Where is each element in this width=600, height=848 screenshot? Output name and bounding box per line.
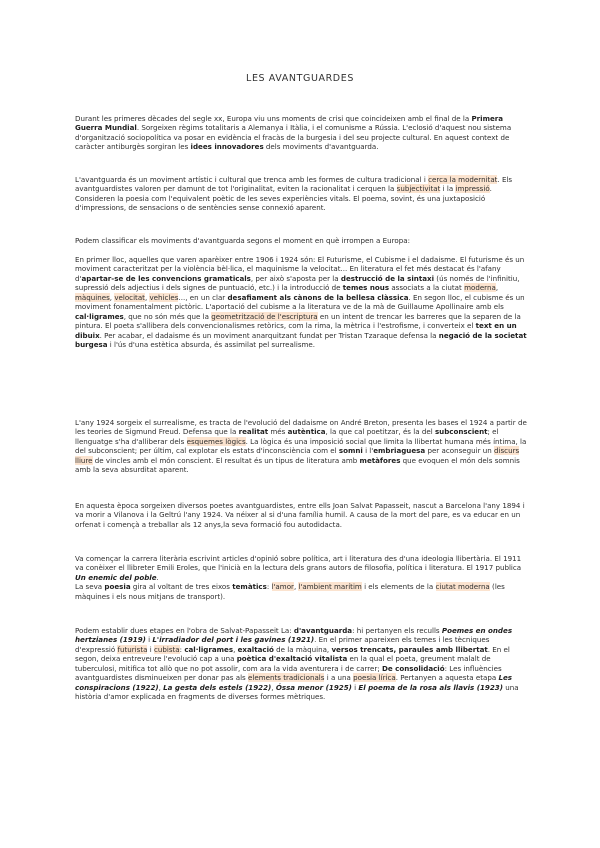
text-run: , — [293, 582, 299, 592]
highlighted-term: geometrització de l'escriptura — [211, 311, 318, 321]
text-run: En primer lloc, aquelles que varen aparèixer entre 1906 i 1924 són: El Futurisme, el Cubisme i el dadaisme. El futurisme és un moviment caracteritzat per la violència bèl·lica, el maquinisme la velocitat... En literatura el fet més destacat és l'afany d' — [75, 255, 525, 283]
work-title: Poemes en ondes hertzianes (1919) — [75, 626, 513, 645]
bold-term: apartar-se de les convencions gramaticals — [81, 273, 251, 283]
text-run: : Les influències avantguardistes disminueixen per donar pas als — [75, 663, 502, 683]
highlighted-term: ciutat moderna — [435, 582, 490, 592]
text-run: , — [495, 283, 499, 293]
text-run: : hi pertanyen els reculls — [352, 626, 442, 635]
bold-term: temàtics — [232, 582, 267, 592]
text-run: una història d'amor explicada en fragments de diverses formes mètriques. — [75, 682, 519, 702]
text-run: més — [268, 427, 288, 437]
text-run: i l' — [362, 446, 374, 456]
bold-term: text en un dibuix — [75, 321, 517, 340]
text-run: que evoquen el món dels somnis amb la seva absurditat aparent. — [75, 455, 520, 475]
work-title: El poema de la rosa als llavis (1923) — [358, 682, 503, 692]
text-run: i l'ús d'una estètica absurda, és assimilat pel surrealisme. — [107, 340, 316, 350]
highlighted-term: impressió — [455, 184, 490, 194]
text-run: ..., en un clar — [178, 292, 228, 302]
text-run: . En el segon, deixa entreveure l'evolució cap a una — [75, 644, 510, 664]
paragraph-classification — [75, 236, 530, 245]
bold-term: cal·ligrames — [75, 311, 124, 321]
text-run: en un intent de trencar les barreres que la separen de la pintura. El poeta s'allibera dels convencionalismes retòrics, com la rima, la mètrica i l'estrofisme, i converteix el — [75, 311, 521, 331]
bold-term: De consolidació — [381, 663, 445, 673]
paragraph-surrealism — [75, 418, 530, 475]
text-run: . La seva — [75, 572, 159, 592]
bold-term: cal·ligrames — [184, 644, 234, 654]
bold-term: metàfores — [359, 455, 401, 465]
text-run: . En el primer apareixen els temes i les tècniques d'expressió — [75, 635, 490, 654]
highlighted-term: discurs lliure — [75, 446, 520, 465]
highlighted-term: l'amor — [271, 582, 294, 592]
work-title: L'irradiador del port i les gavines (1921) — [152, 635, 315, 645]
bold-term: subconscient — [434, 427, 488, 437]
paragraph-career — [75, 554, 530, 601]
text-run: . La lògica és una imposició social que limita la llibertat humana més íntima, la del subconscient; per últim, cal explotar els estats d'inconsciència com el — [75, 436, 527, 456]
text-run: L'any 1924 sorgeix el surrealisme, es tracta de l'evolució del dadaisme on André Breton, presenta les bases el 1924 a partir de les teories de Sigmund Freud. Defensa que la — [75, 418, 527, 437]
work-title: Óssa menor (1925) — [275, 682, 352, 692]
text-run: Va començar la carrera literària escrivint articles d'opinió sobre política, art i literatura des d'una ideologia llibertària. El 1911 va conèixer el llibreter Emili Eroles, que l'inicià en la lectura dels grans autors de filosofia, política i literatura. El 1917 publica — [75, 554, 522, 573]
text-run: L'avantguarda és un moviment artístic i cultural que trenca amb les formes de cultura tradicional i — [75, 175, 429, 184]
highlighted-term: poesia lírica — [353, 673, 396, 683]
bold-term: poesia — [104, 582, 131, 592]
text-run: En aquesta època sorgeixen diversos poetes avantguardistes, entre ells Joan Salvat Papasseit, nascut a Barcelona l'any 1894 i va morir a Vilanova i la Geltrú l'any 1924. Va néixer al si d'una família humil. A causa de la mort del pare, es va educar en un orfenat i començà a treballar als 12 anys,la seva formació fou autodidacta. — [75, 501, 525, 529]
text-run: . Els avantguardistes valoren per damunt de tot l'originalitat, eviten la racionalitat i cerquen la — [75, 175, 513, 194]
bold-term: Primera Guerra Mundial — [75, 114, 504, 133]
text-run: , per això s'aposta per la — [250, 273, 341, 283]
bold-term: negació de la societat burgesa — [75, 330, 527, 350]
highlighted-term: vehicles — [149, 292, 179, 302]
paragraph-definition — [75, 175, 530, 213]
text-run: . Per acabar, el dadaisme és un moviment anarquitzant fundat per Tristan Tzaraque defensa la — [99, 330, 439, 340]
text-run: : — [266, 582, 272, 592]
bold-term: exaltació — [237, 644, 274, 654]
work-title: Les conspiracions (1922) — [75, 673, 513, 692]
highlighted-term: cerca la modernitat — [428, 175, 498, 184]
text-run: , — [109, 292, 115, 302]
text-run: i — [147, 644, 154, 654]
text-run: (ús només de l'infinitiu, supressió dels adjectius i dels signes de puntuació, etc.) i la introducció de — [75, 273, 520, 293]
text-run: dels moviments d'avantguarda. — [263, 142, 379, 152]
text-run: , la que cal poetitzar, és la del — [325, 427, 435, 437]
page-title: LES AVANTGUARDES — [246, 73, 354, 84]
text-run: , — [144, 292, 150, 302]
text-run: i la — [440, 184, 456, 194]
text-run: , — [158, 682, 164, 692]
paragraph-salvat-papasseit — [75, 501, 530, 529]
work-title: Un enemic del poble — [75, 572, 157, 582]
highlighted-term: futurista — [117, 644, 148, 654]
work-title: La gesta dels estels (1922) — [163, 682, 272, 692]
text-run: i — [145, 635, 153, 645]
highlighted-term: esquemes lògics — [186, 436, 246, 446]
text-run: : — [179, 644, 185, 654]
text-run: gira al voltant de tres eixos — [130, 582, 233, 592]
text-run: i els elements de la — [361, 582, 436, 592]
paragraph-first-movements — [75, 255, 530, 350]
bold-term: embriaguesa — [373, 446, 426, 456]
text-run: de vincles amb el món conscient. El resultat és un tipus de literatura amb — [92, 455, 360, 465]
text-run: Durant les primeres dècades del segle xx, Europa viu uns moments de crisi que coincideixen amb el final de la — [75, 114, 472, 123]
highlighted-term: cubista — [153, 644, 180, 654]
bold-term: desafiament als cànons de la bellesa clàssica — [227, 292, 409, 302]
bold-term: realitat — [238, 427, 269, 437]
bold-term: destrucció de la sintaxi — [340, 273, 435, 283]
highlighted-term: velocitat — [114, 292, 145, 302]
text-run: per aconseguir un — [425, 446, 495, 456]
text-run: , que no són més que la — [123, 311, 212, 321]
text-run: ; el llenguatge s'ha d'alliberar dels — [75, 427, 499, 446]
bold-term: d'avantguarda — [293, 626, 353, 635]
highlighted-term: subjectivitat — [396, 184, 441, 194]
highlighted-term: elements tradicionals — [248, 673, 325, 683]
text-run: , — [233, 644, 238, 654]
bold-term: somni — [338, 446, 363, 456]
text-run: . Pertanyen a aquesta etapa — [395, 673, 499, 683]
paragraph-context — [75, 114, 530, 152]
text-run: en la qual el poeta, greument malalt de tuberculosi, mitifica tot allò que no pot assolir, com ara la vida aventurera i de carrer; — [75, 654, 491, 673]
text-run: . Consideren la poesia com l'equivalent poètic de les seves experiències vitals. El poema, sovint, és una juxtaposició d'impressions, de sensacions o de sentències sense connexió aparent. — [75, 184, 492, 213]
highlighted-term: l'ambient marítim — [298, 582, 362, 592]
highlighted-term: màquines — [75, 292, 110, 302]
text-run: i — [351, 682, 359, 692]
text-run: de la màquina, — [273, 644, 332, 654]
bold-term: poètica d'exaltació vitalista — [236, 654, 348, 664]
bold-term: idees innovadores — [190, 142, 264, 152]
paragraph-stages — [75, 626, 530, 702]
text-run: , — [271, 682, 276, 692]
highlighted-term: moderna — [464, 283, 496, 293]
bold-term: temes nous — [342, 283, 390, 293]
text-run: . En segon lloc, el cubisme és un moviment fonamentalment pictòric. L'aportació del cubisme a la literatura ve de la mà de Guillaume Apollinaire amb els — [75, 292, 525, 312]
bold-term: versos trencats, paraules amb llibertat — [331, 644, 488, 654]
text-run: i a una — [324, 673, 354, 683]
text-run: associats a la ciutat — [389, 283, 465, 293]
bold-term: autèntica — [287, 427, 326, 437]
text-run: Podem classificar els moviments d'avantguarda segons el moment en què irrompen a Europa: — [75, 236, 410, 245]
text-run: . Sorgeixen règims totalitaris a Alemanya i Itàlia, i el comunisme a Rússia. L'eclosió d'aquest nou sistema d'organització sociopolítica va posar en evidència el fracàs de la burgesia i del seu projecte cultural. En aquest context de caràcter antiburgès sorgiran les — [75, 123, 512, 152]
text-run: Podem establir dues etapes en l'obra de Salvat-Papasseit La: — [75, 626, 294, 635]
text-run: (les màquines i els nous mitjans de transport). — [75, 582, 505, 601]
